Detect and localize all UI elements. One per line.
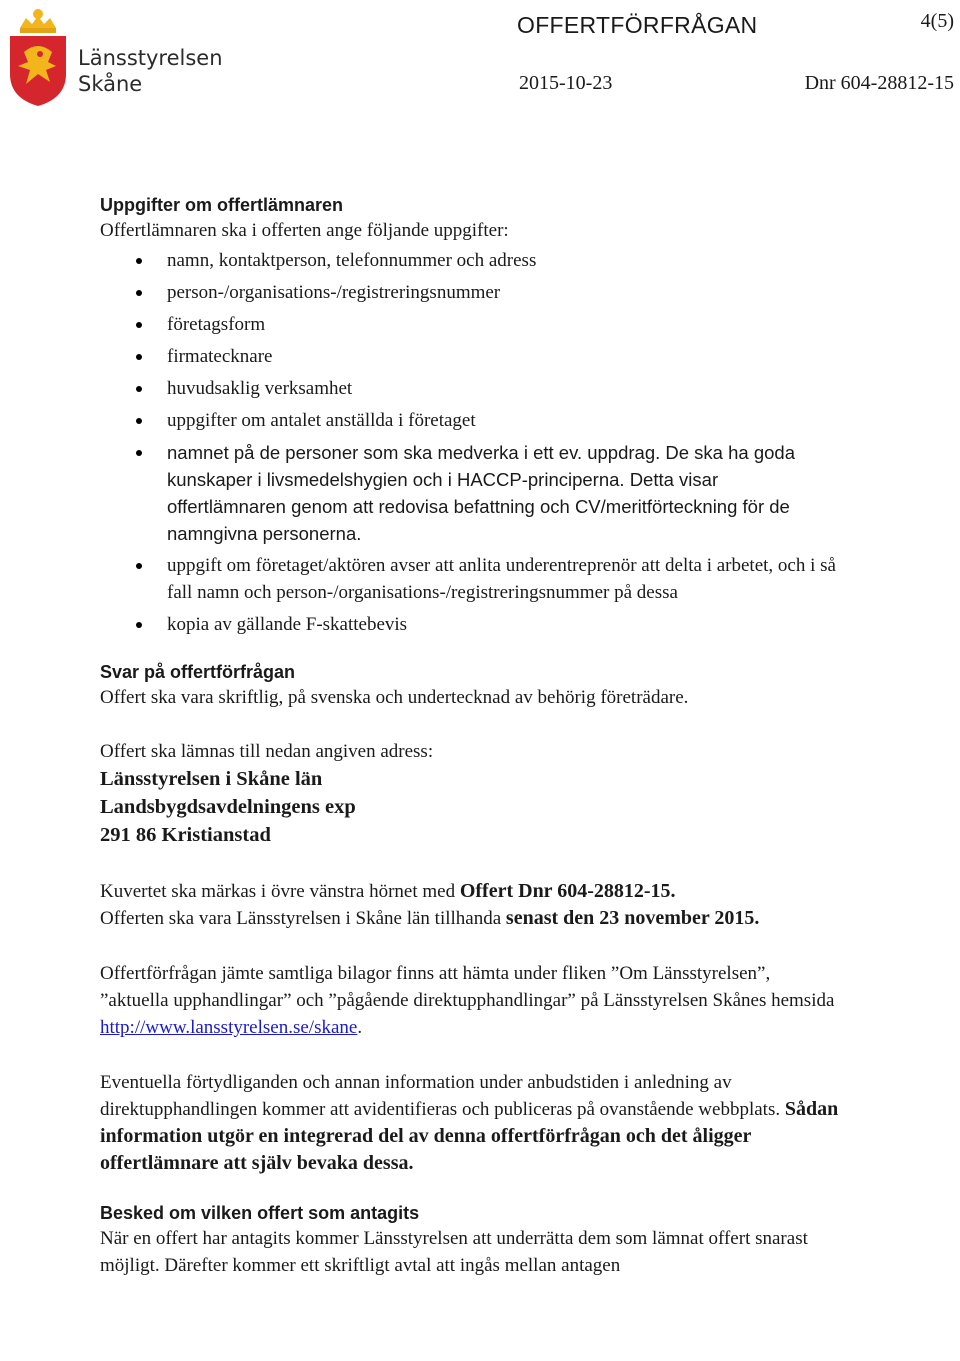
paragraph [100,878,840,932]
text: Kuvertet ska märkas i övre vänstra hörnet med [100,881,460,902]
requirements-list [100,247,840,638]
paragraph: Offert ska vara skriftlig, på svenska och undertecknad av behörig företrädare. [100,687,689,708]
list-item: huvudsaklig verksamhet [100,375,840,402]
paragraph: Offert ska lämnas till nedan angiven adress: [100,741,434,762]
text: . [357,1017,363,1038]
section-heading-besked: Besked om vilken offert som antagits [100,1203,420,1223]
document-date: 2015-10-23 [519,72,613,94]
document-number: Dnr 604-28812-15 [804,72,954,94]
list-item: person-/organisations-/registreringsnummer [100,279,840,306]
coat-of-arms-icon [6,4,70,108]
section-intro: Offertlämnaren ska i offerten ange följande uppgifter: [100,220,509,241]
page-number: 4(5) [920,10,954,32]
logo [6,4,226,108]
document-body [100,193,840,1279]
address-line: Länsstyrelsen i Skåne län [100,768,323,790]
text: Offerten ska vara Länsstyrelsen i Skåne län tillhanda [100,908,506,929]
list-item: uppgifter om antalet anställda i företaget [100,407,840,434]
list-item: uppgift om företaget/aktören avser att anlita underentreprenör att delta i arbetet, och i så fall namn och person-/organisations-/registreringsnummer på dessa [100,552,840,606]
website-link[interactable]: http://www.lansstyrelsen.se/skane [100,1017,358,1038]
list-item: firmatecknare [100,343,840,370]
address-line: Landsbygdsavdelningens exp [100,796,356,818]
logo-wordmark-line1: Länsstyrelsen [78,46,223,70]
list-item: företagsform [100,311,840,338]
paragraph: När en offert har antagits kommer Länsstyrelsen att underrätta dem som lämnat offert snarast möjligt. Därefter kommer ett skriftligt avtal att ingås mellan antagen [100,1228,808,1276]
delivery-address [100,765,840,849]
section-heading-svar: Svar på offertförfrågan [100,662,296,682]
deadline: senast den 23 november 2015. [505,907,760,929]
address-line: 291 86 Kristianstad [100,824,271,846]
emphasis-text: Sådan information utgör en integrerad del av denna offertförfrågan och det åligger offertlämnare att själv bevaka dessa. [100,1098,839,1174]
text: Eventuella förtydliganden och annan information under anbudstiden i anledning av direktupphandlingen kommer att avidentifieras och publiceras på ovanstående webbplats. [100,1072,785,1120]
paragraph [100,1069,840,1177]
logo-wordmark-line2: Skåne [78,72,143,96]
document-title: OFFERTFÖRFRÅGAN [517,12,758,38]
list-item: namn, kontaktperson, telefonnummer och adress [100,247,840,274]
list-item: kopia av gällande F-skattebevis [100,611,840,638]
paragraph [100,960,840,1041]
text: Offertförfrågan jämte samtliga bilagor finns att hämta under fliken ”Om Länsstyrelsen”, ”aktuella upphandlingar” och ”pågående direktupphandlingar” på Länsstyrelsen Skånes hemsida [100,963,835,1011]
envelope-marking: Offert Dnr 604-28812-15. [459,880,676,902]
list-item: namnet på de personer som ska medverka i ett ev. uppdrag. De ska ha goda kunskaper i livsmedelshygien och i HACCP-principerna. Detta visar offertlämnaren genom att redovisa befattning och CV/meritförteckning för de namngivna personerna. [100,439,840,547]
section-heading-offertlamnaren: Uppgifter om offertlämnaren [100,195,344,215]
